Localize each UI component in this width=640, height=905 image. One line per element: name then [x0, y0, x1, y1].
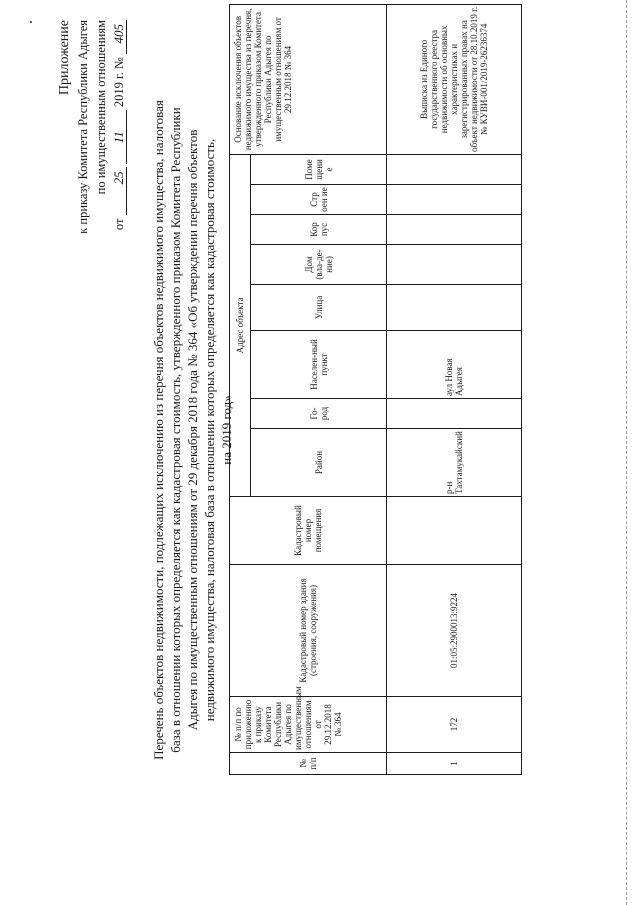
header-settlement: Населен-ный пункт	[251, 331, 387, 399]
page-edge-line	[626, 0, 627, 905]
cell-num: 1	[387, 753, 522, 775]
header-ref-num: № п/п по приложению к приказу Комитета Республики Адыгея по имущественным отношениям от 29.12.2018 № 364	[230, 697, 387, 753]
header-city: Го-род	[251, 399, 387, 429]
header-room: Поме щени е	[251, 154, 387, 184]
header-block: Кор пус	[251, 215, 387, 245]
objects-table	[229, 4, 522, 775]
cell-building	[387, 185, 522, 215]
header-house: Дом (вла-де-ние)	[251, 245, 387, 285]
header-basis: Основание исключения объектов недвижимого имущества из перечня, утвержденного приказом Комитета Республики Адыгея по имущественным отношениям от 29.12.2018 № 364	[230, 4, 387, 154]
cell-street	[387, 285, 522, 331]
annex-line-2: по имущественным отношениям	[94, 20, 108, 195]
annex-year: 2019 г. №	[112, 57, 126, 108]
title-line-3: Адыгея по имущественным отношениям от 29 декабря 2018 года № 364 «Об утверждении перечня объектов	[185, 129, 200, 731]
annex-day: 25	[112, 167, 127, 215]
annex-month: 11	[112, 110, 127, 164]
title-line-1: Перечень объектов недвижимости, подлежащих исключению из перечня объектов недвижимого имущества, налоговая	[151, 100, 166, 760]
cell-cadastral-room	[387, 497, 522, 565]
table-row	[387, 4, 522, 774]
annex-date-line	[112, 20, 127, 230]
cell-basis: Выписка из Единого государственного реестра недвижимости об основных характеристиках и зарегистрированных правах на объект недвижимости от 28.10.2019 г. № КУВИ-001/2019-26236374	[387, 4, 522, 154]
title-line-2: база в отношении которых определяется как кадастровая стоимость, утвержденного приказом Комитета Республики	[168, 107, 183, 753]
title-line-4: недвижимого имущества, налоговая база в отношении которых определяется как кадастровая стоимость,	[202, 138, 217, 722]
header-row-1	[230, 4, 251, 774]
header-district: Район	[251, 429, 387, 497]
cell-ref-num: 172	[387, 697, 522, 753]
cell-cadastral-building: 01:05:2900013:9224	[387, 565, 522, 697]
cell-room	[387, 154, 522, 184]
header-num: № п/п	[230, 753, 387, 775]
title-line-5: на 2019 год»	[219, 395, 234, 465]
annex-number: 405	[112, 20, 127, 54]
cell-district: р-н Тахтамукайский	[387, 429, 522, 497]
document-title	[150, 45, 235, 815]
cell-city	[387, 399, 522, 429]
annex-line-1: к приказу Комитета Республики Адыгея	[76, 20, 90, 234]
header-cadastral-room: Кадастровый номер помещения	[230, 497, 387, 565]
scan-speck	[30, 21, 32, 23]
cell-block	[387, 215, 522, 245]
header-cadastral-building: Кадастровый номер здания (строения, сооружения)	[230, 565, 387, 697]
cell-settlement: аул Новая Адыгея	[387, 331, 522, 399]
header-building: Стр оен ие	[251, 185, 387, 215]
header-street: Улица	[251, 285, 387, 331]
header-address: Адрес объекта	[230, 154, 251, 496]
cell-house	[387, 245, 522, 285]
annex-title: Приложение	[57, 20, 72, 96]
annex-date-prefix: от	[112, 218, 126, 231]
